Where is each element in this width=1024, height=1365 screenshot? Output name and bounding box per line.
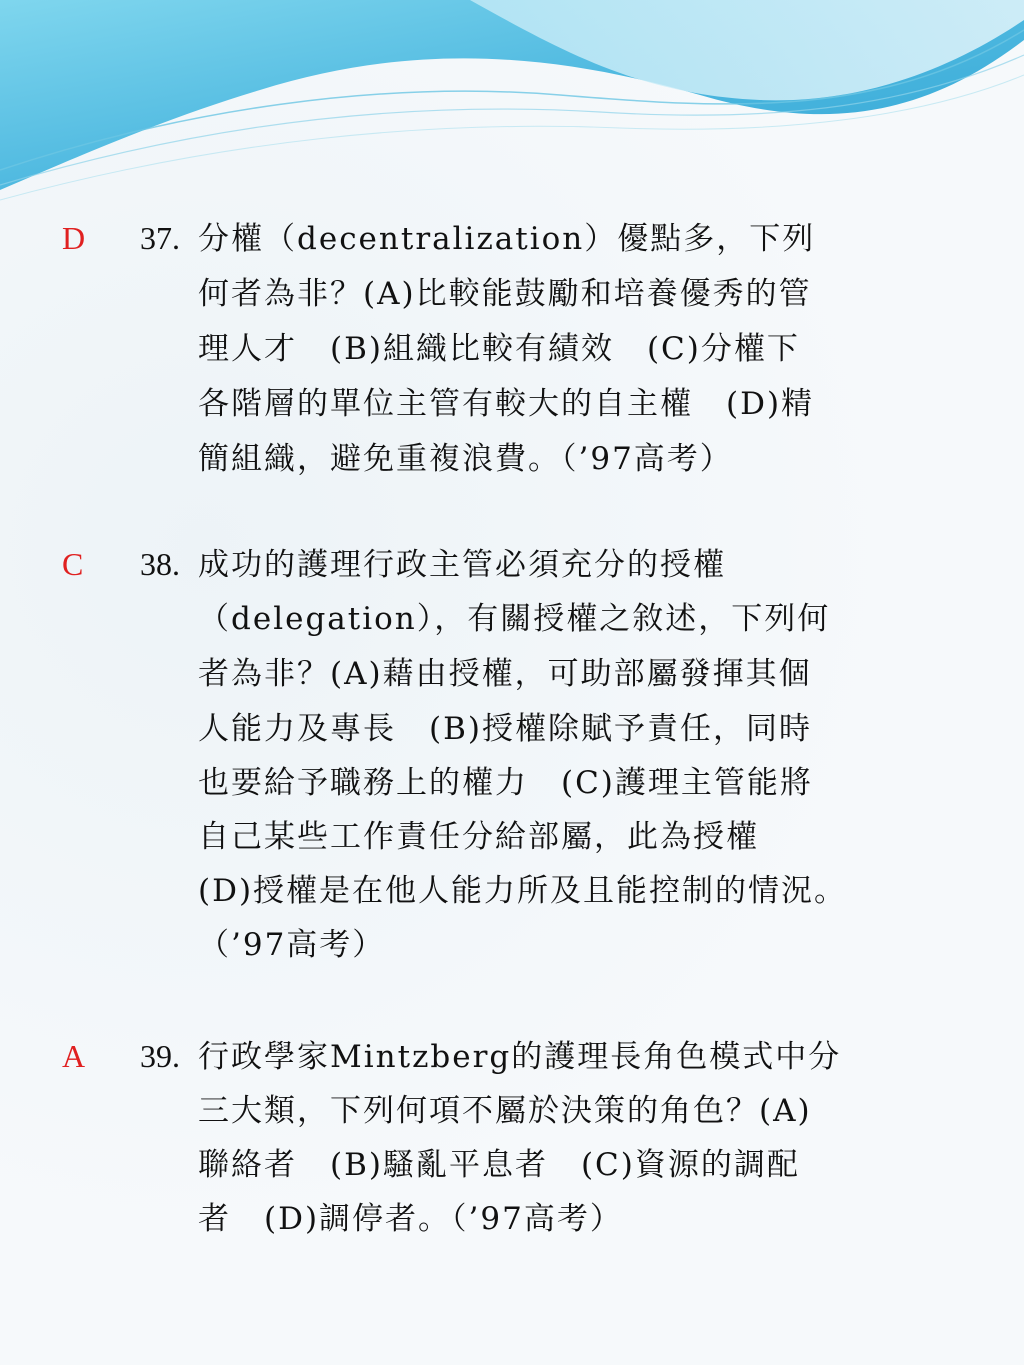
question-text-line: 何者為非？(A)比較能鼓勵和培養優秀的管: [198, 276, 812, 312]
question-text-line: 成功的護理行政主管必須充分的授權: [198, 547, 726, 583]
question-text-line: 各階層的單位主管有較大的自主權 (D)精: [198, 386, 815, 422]
answer-label: D: [62, 220, 86, 256]
question-text-line: 者為非？(A)藉由授權，可助部屬發揮其個: [198, 656, 812, 692]
question-text-line: 人能力及專長 (B)授權除賦予責任，同時: [198, 711, 812, 747]
question-text-line: 行政學家Mintzberg的護理長角色模式中分: [198, 1039, 842, 1075]
question-number: 37.: [140, 220, 180, 256]
question-text-line: 分權（decentralization）優點多，下列: [198, 221, 816, 257]
answer-label: C: [62, 546, 84, 582]
question-text-line: 簡組織，避免重複浪費。（’97高考）: [198, 441, 733, 477]
question-text-line: 者 (D)調停者。（’97高考）: [198, 1201, 623, 1237]
header-wave-decoration: [0, 0, 1024, 240]
question-number: 39.: [140, 1038, 180, 1074]
question-text-line: 自己某些工作責任分給部屬，此為授權: [198, 819, 759, 855]
question-text-line: （’97高考）: [198, 927, 386, 963]
question-text-line: (D)授權是在他人能力所及且能控制的情況。: [198, 873, 848, 909]
question-text-line: 三大類，下列何項不屬於決策的角色？(A): [198, 1093, 812, 1129]
question-text-line: 理人才 (B)組織比較有績效 (C)分權下: [198, 331, 800, 367]
question-text-line: 聯絡者 (B)騷亂平息者 (C)資源的調配: [198, 1147, 800, 1183]
question-text-line: 也要給予職務上的權力 (C)護理主管能將: [198, 765, 813, 801]
question-text-line: （delegation），有關授權之敘述，下列何: [198, 601, 831, 637]
answer-label: A: [62, 1038, 86, 1074]
question-number: 38.: [140, 546, 180, 582]
